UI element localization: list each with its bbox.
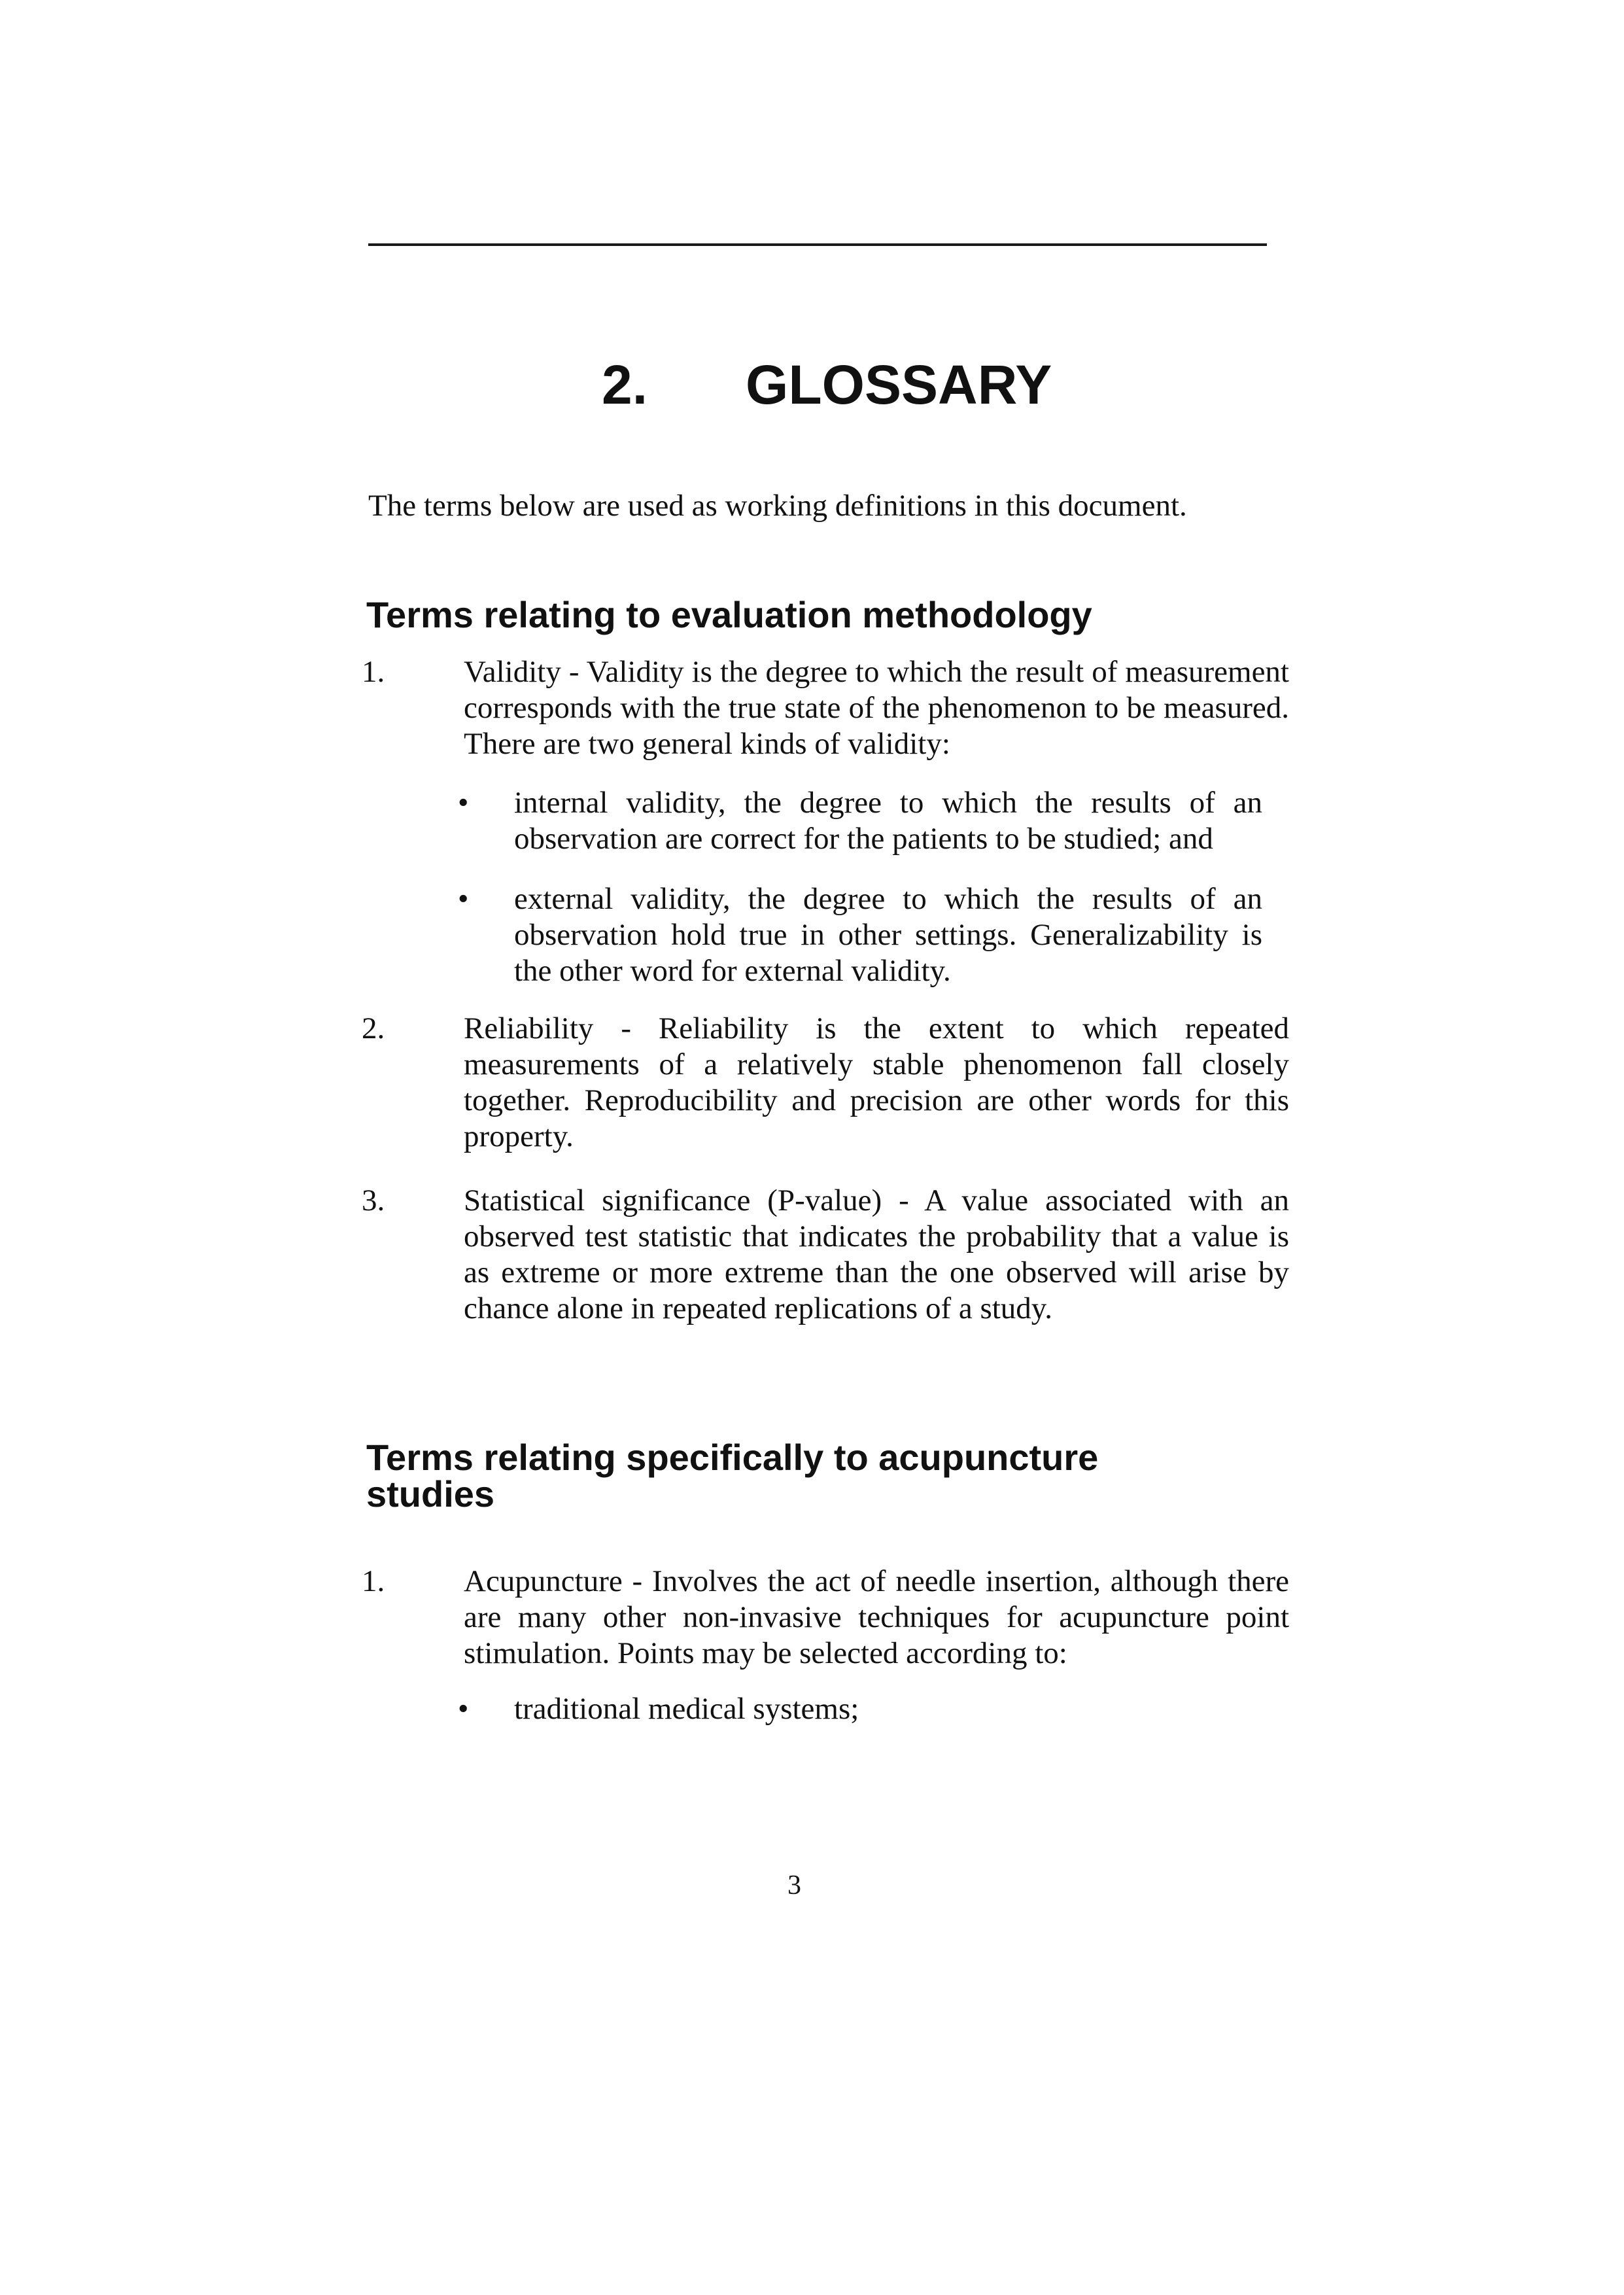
bullet-text: external validity, the degree to which the results of an observation hold true in other settings. Generalizability is the other word for external validity. [514,882,1262,988]
item-definition: Acupuncture - Involves the act of needle insertion, although there are many other non-invasive techniques for acupuncture point stimulation. Points may be selected according to: [464,1564,1289,1670]
item-number: 3. [362,1183,385,1218]
item-definition: Validity - Validity is the degree to which the result of measurement corresponds with the true state of the phenomenon to be measured. There are two general kinds of validity: [464,655,1289,761]
item-number: 1. [362,1564,385,1598]
header-rule [368,243,1267,246]
bullet-dot: • [458,1692,469,1726]
page-number: 3 [787,1870,801,1901]
item-definition: Reliability - Reliability is the extent to which repeated measurements of a relatively stable phenomenon fall closely together. Reproducibility and precision are other words for this property. [464,1011,1289,1153]
section-heading-acupuncture-studies: Terms relating specifically to acupuncture studies [366,1437,1099,1515]
bullet-text: internal validity, the degree to which the results of an observation are correct for the patients to be studied; and [514,786,1262,856]
section-heading-evaluation-methodology: Terms relating to evaluation methodology [366,594,1092,635]
intro-text: The terms below are used as working definitions in this document. [368,489,1187,523]
item-number: 1. [362,655,385,689]
item-number: 2. [362,1011,385,1045]
chapter-number: 2. [602,354,648,415]
item-definition: Statistical significance (P-value) - A value associated with an observed test statistic that indicates the probability that a value is as extreme or more extreme than the one observed will arise by chance alone in repeated replications of a study. [464,1183,1289,1325]
bullet-dot: • [458,786,469,820]
bullet-text: traditional medical systems; [514,1692,859,1726]
chapter-name: GLOSSARY [746,354,1052,415]
chapter-title [602,345,1321,424]
bullet-dot: • [458,882,469,916]
